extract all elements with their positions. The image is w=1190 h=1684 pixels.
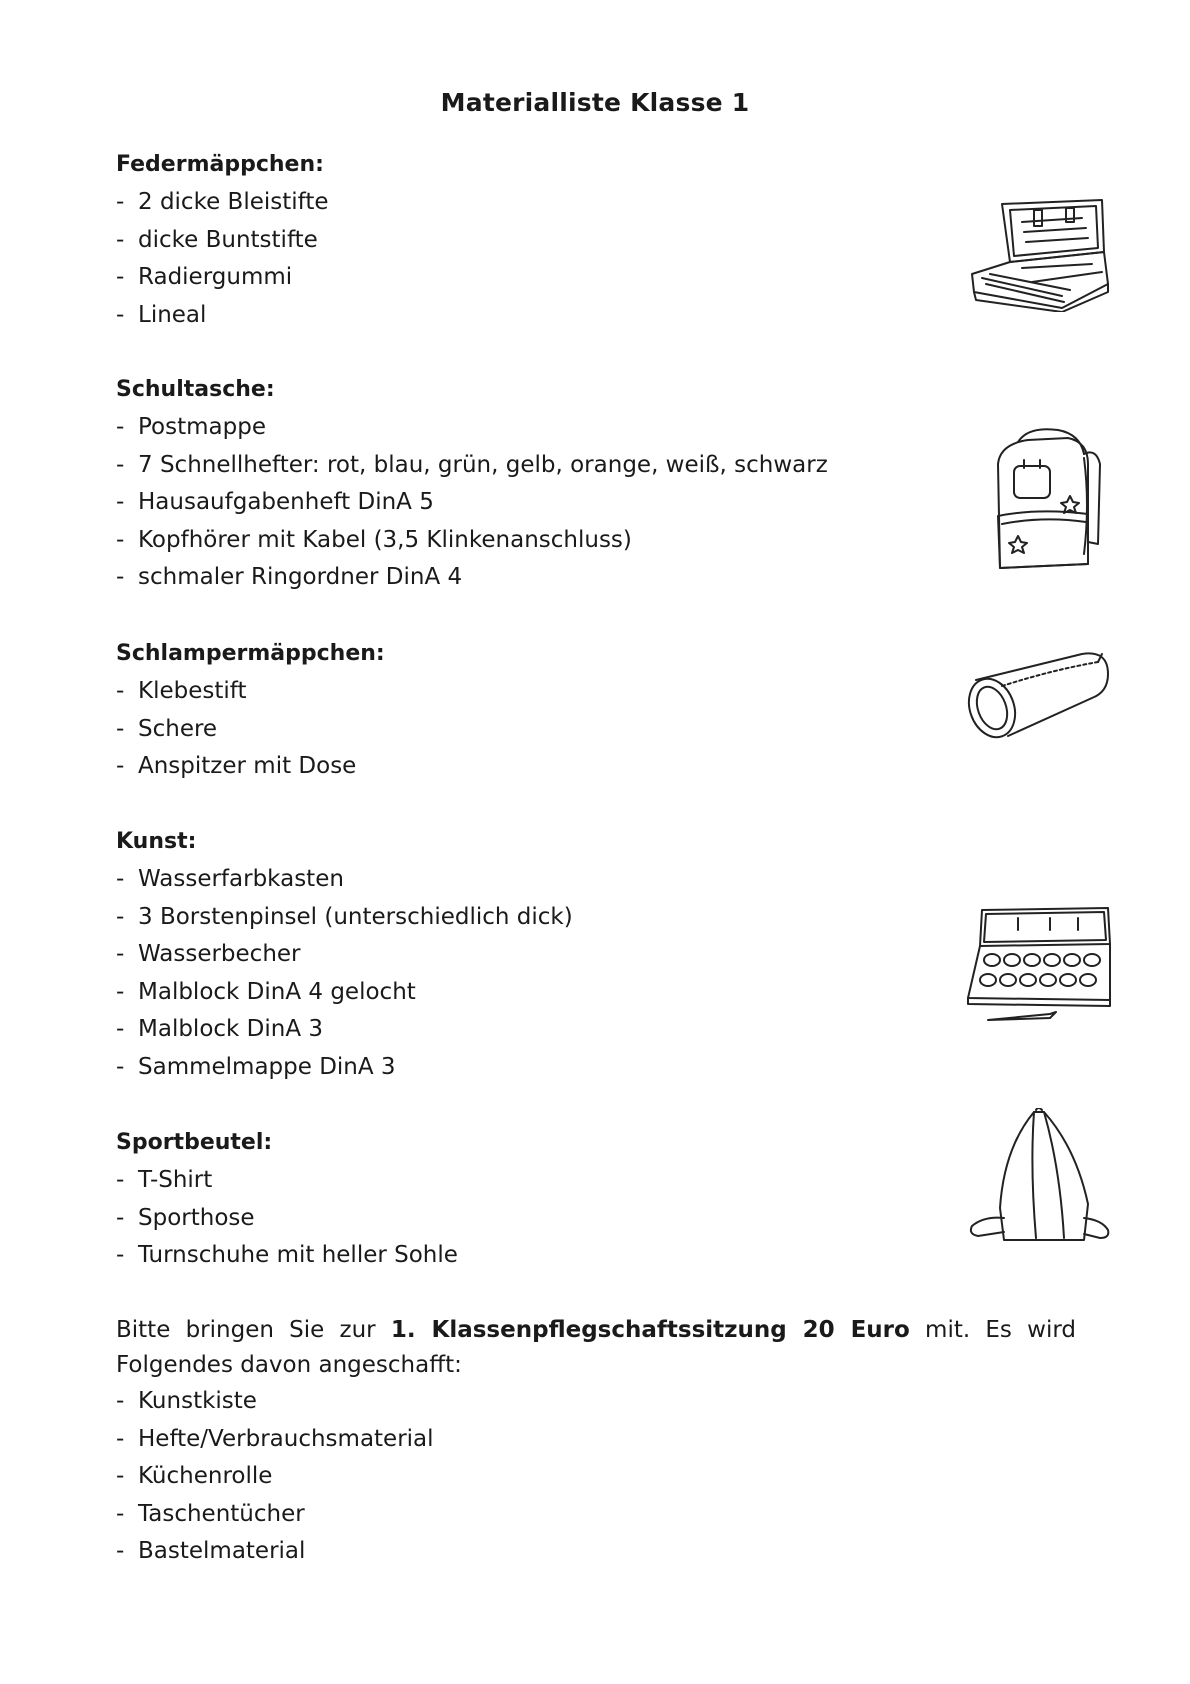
page-title: Materialliste Klasse 1	[440, 88, 750, 117]
list-dash: -	[116, 301, 125, 328]
list-item: - 2 dicke Bleistifte	[116, 184, 1076, 222]
list-item: - Postmappe	[116, 409, 1076, 447]
list-dash: -	[116, 414, 125, 440]
list-item: - schmaler Ringordner DinA 4	[116, 559, 1076, 597]
item-list	[116, 184, 1076, 334]
list-dash: -	[116, 903, 125, 930]
backpack-icon	[988, 424, 1108, 574]
list-dash: -	[116, 1463, 125, 1490]
list-dash: -	[116, 526, 125, 553]
list-item: - Hausaufgabenheft DinA 5	[116, 484, 1076, 522]
list-item: - Hefte/Verbrauchsmaterial	[116, 1421, 1076, 1459]
list-item: - Küchenrolle	[116, 1458, 1076, 1496]
fee-note-text: Bitte bringen Sie zur 1. Klassenpflegschaftssitzung 20 Euro mit. Es wird Folgendes davon angeschafft:	[116, 1317, 1076, 1378]
list-dash: -	[116, 1167, 125, 1193]
list-item: - Bastelmaterial	[116, 1533, 1076, 1571]
list-dash: -	[116, 1016, 125, 1043]
purchase-list	[116, 1383, 1076, 1571]
list-dash: -	[116, 1242, 125, 1269]
list-item: - Radiergummi	[116, 259, 1076, 297]
list-dash: -	[116, 753, 125, 780]
item-list	[116, 1162, 1076, 1275]
item-list	[116, 861, 1076, 1087]
list-item: - Sammelmappe DinA 3	[116, 1049, 1076, 1087]
section-heading: Schultasche:	[116, 377, 275, 402]
list-item: - Malblock DinA 4 gelocht	[116, 974, 1076, 1012]
drawstring-bag-icon	[964, 1108, 1114, 1248]
pencil-case-icon	[962, 192, 1112, 312]
list-dash: -	[116, 1500, 125, 1527]
list-item: - Anspitzer mit Dose	[116, 748, 1076, 786]
list-dash: -	[116, 1053, 125, 1080]
section-heading: Federmäppchen:	[116, 152, 324, 177]
list-item: - Turnschuhe mit heller Sohle	[116, 1237, 1076, 1275]
section-schultasche	[116, 371, 1076, 597]
list-item: - Schere	[116, 711, 1076, 749]
list-dash: -	[116, 264, 125, 291]
section-heading: Kunst:	[116, 829, 197, 854]
list-item: - T-Shirt	[116, 1162, 1076, 1200]
list-item: - Malblock DinA 3	[116, 1011, 1076, 1049]
item-list	[116, 673, 1076, 786]
list-item: - Kunstkiste	[116, 1383, 1076, 1421]
list-item: - Lineal	[116, 297, 1076, 335]
list-dash: -	[116, 226, 125, 253]
list-dash: -	[116, 678, 125, 704]
section-sportbeutel	[116, 1124, 1076, 1275]
fee-note-highlight: 1. Klassenpflegschaftssitzung 20 Euro	[390, 1317, 910, 1343]
fee-note	[116, 1313, 1076, 1571]
list-dash: -	[116, 941, 125, 968]
list-dash: -	[116, 866, 125, 892]
list-item: - dicke Buntstifte	[116, 222, 1076, 260]
list-item: - Wasserbecher	[116, 936, 1076, 974]
section-kunst	[116, 823, 1076, 1087]
list-item: - Wasserfarbkasten	[116, 861, 1076, 899]
paint-box-icon	[964, 904, 1114, 1024]
section-federmaeppchen	[116, 146, 1076, 334]
list-dash: -	[116, 564, 125, 591]
list-item: - Taschentücher	[116, 1496, 1076, 1534]
list-dash: -	[116, 1204, 125, 1231]
section-schlampermaeppchen	[116, 635, 1076, 786]
list-dash: -	[116, 189, 125, 215]
list-dash: -	[116, 978, 125, 1005]
list-item: - 3 Borstenpinsel (unterschiedlich dick)	[116, 899, 1076, 937]
list-item: - Kopfhörer mit Kabel (3,5 Klinkenanschluss)	[116, 522, 1076, 560]
list-dash: -	[116, 489, 125, 516]
item-list	[116, 409, 1076, 597]
list-dash: -	[116, 451, 125, 478]
list-dash: -	[116, 715, 125, 742]
list-item: - 7 Schnellhefter: rot, blau, grün, gelb, orange, weiß, schwarz	[116, 447, 1076, 485]
list-item: - Klebestift	[116, 673, 1076, 711]
list-dash: -	[116, 1538, 125, 1565]
list-item: - Sporthose	[116, 1200, 1076, 1238]
section-heading: Sportbeutel:	[116, 1130, 273, 1155]
list-dash: -	[116, 1388, 125, 1414]
section-heading: Schlampermäppchen:	[116, 641, 385, 666]
pencil-pouch-icon	[962, 648, 1112, 748]
list-dash: -	[116, 1425, 125, 1452]
